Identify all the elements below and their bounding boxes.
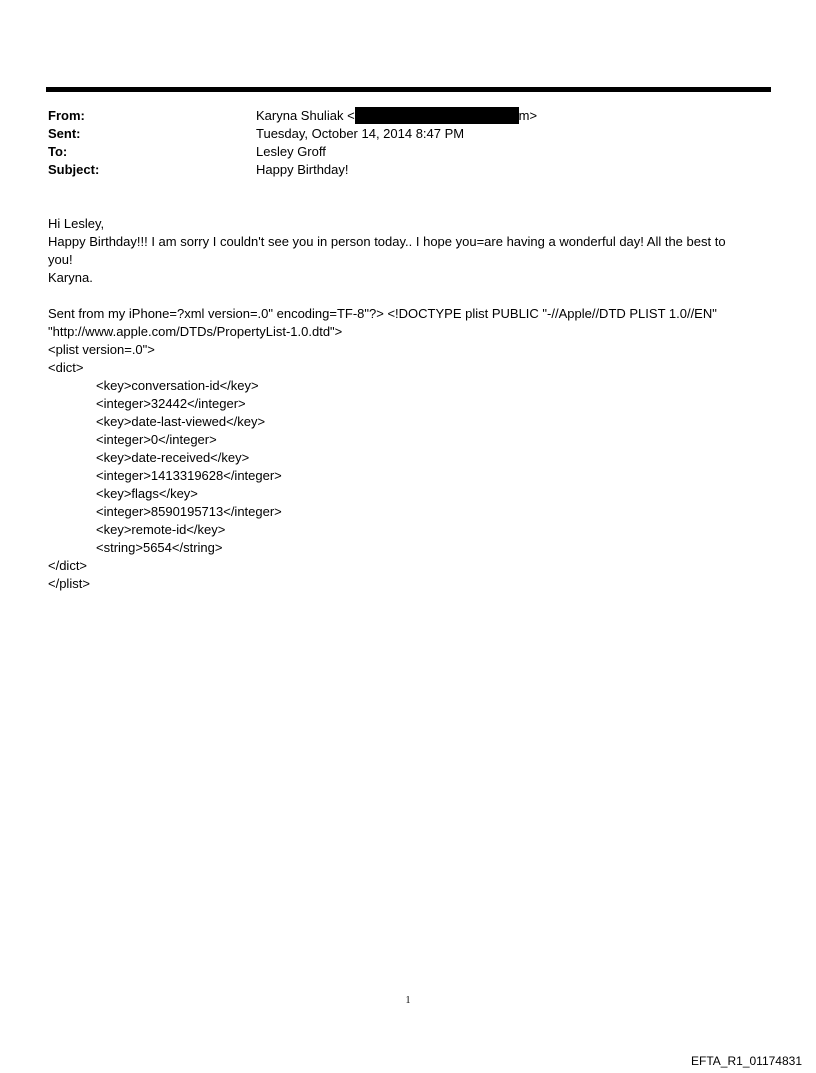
to-value: Lesley Groff	[256, 144, 326, 159]
dict-entry: <integer>8590195713</integer>	[96, 504, 282, 519]
subject-label: Subject:	[48, 162, 100, 177]
from-value	[256, 107, 537, 125]
greeting: Hi Lesley,	[48, 216, 105, 231]
dict-entry: <integer>0</integer>	[96, 432, 217, 447]
plist-block	[48, 305, 717, 593]
dict-entry: <integer>32442</integer>	[96, 396, 246, 411]
body-line-1: Happy Birthday!!! I am sorry I couldn't see you in person today.. I hope you=are having a wonderful day! All the best to	[48, 234, 726, 249]
signoff: Karyna.	[48, 270, 93, 285]
dict-entry: <key>date-last-viewed</key>	[96, 414, 266, 429]
plist-open-tag: <plist version=.0">	[48, 342, 155, 357]
dict-entry: <key>flags</key>	[96, 486, 198, 501]
from-label: From:	[48, 108, 85, 123]
bates-number: EFTA_R1_01174831	[691, 1054, 802, 1068]
dict-close-tag: </dict>	[48, 558, 88, 573]
from-lt: <	[347, 108, 355, 123]
body-line-2: you!	[48, 252, 73, 267]
sent-from-line-1: Sent from my iPhone=?xml version=.0" encoding=TF-8"?> <!DOCTYPE plist PUBLIC "-//Apple//DTD PLIST 1.0//EN"	[48, 306, 717, 321]
dict-entry: <key>conversation-id</key>	[96, 378, 259, 393]
dict-entry: <key>remote-id</key>	[96, 522, 226, 537]
plist-close-tag: </plist>	[48, 576, 90, 591]
sent-from-line-2: "http://www.apple.com/DTDs/PropertyList-1.0.dtd">	[48, 324, 343, 339]
dict-entry: <integer>1413319628</integer>	[96, 468, 282, 483]
sent-value: Tuesday, October 14, 2014 8:47 PM	[256, 126, 465, 141]
subject-value: Happy Birthday!	[256, 162, 349, 177]
redaction-bar	[355, 107, 519, 124]
to-label: To:	[48, 144, 68, 159]
email-body	[48, 215, 726, 287]
from-name: Karyna Shuliak	[256, 108, 344, 123]
dict-entry: <string>5654</string>	[96, 540, 223, 555]
dict-entry: <key>date-received</key>	[96, 450, 250, 465]
from-tail: m>	[518, 108, 538, 123]
header-rule	[46, 87, 771, 92]
dict-open-tag: <dict>	[48, 360, 84, 375]
sent-label: Sent:	[48, 126, 81, 141]
page-number: 1	[405, 995, 411, 1006]
